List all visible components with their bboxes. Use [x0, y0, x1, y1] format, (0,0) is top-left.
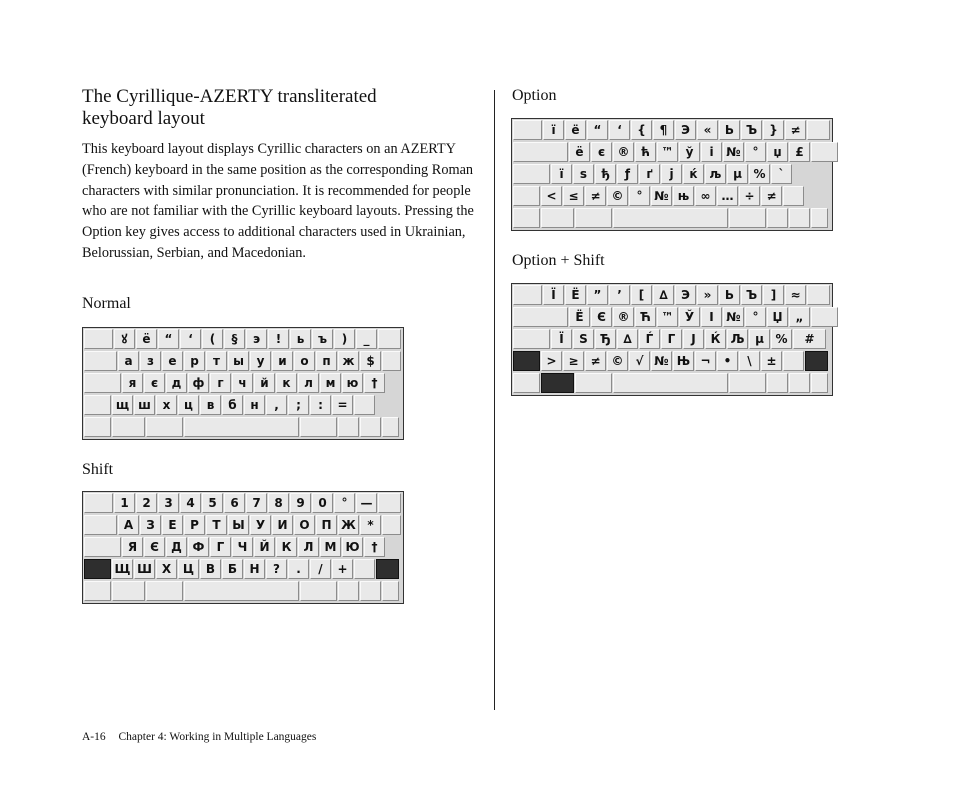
key-cap: 8	[268, 493, 289, 513]
key-blank	[338, 417, 359, 437]
key-cap: „	[789, 307, 810, 327]
key-cap: Ќ	[705, 329, 726, 349]
key-cap: ë	[565, 120, 586, 140]
key-cap: Ѕ	[573, 329, 594, 349]
key-cap: и	[272, 351, 293, 371]
key-blank	[513, 329, 550, 349]
key-cap: Ц	[178, 559, 199, 579]
key-cap: б	[222, 395, 243, 415]
key-blank	[300, 417, 337, 437]
key-cap: в	[200, 395, 221, 415]
key-cap: !	[268, 329, 289, 349]
key-cap: ®	[613, 307, 634, 327]
key-cap: ∆	[653, 285, 674, 305]
option-shift-layout-label: Option + Shift	[512, 252, 605, 269]
key-cap: Х	[156, 559, 177, 579]
key-blank	[382, 351, 401, 371]
key-cap: я	[122, 373, 143, 393]
key-cap: *	[360, 515, 381, 535]
key-blank	[360, 581, 381, 601]
key-cap: 3	[158, 493, 179, 513]
key-blank	[729, 373, 766, 393]
key-blank	[513, 120, 542, 140]
key-blank	[146, 417, 183, 437]
key-cap: ’	[609, 285, 630, 305]
key-blank	[811, 307, 838, 327]
key-cap: ≠	[785, 120, 806, 140]
key-cap: э	[246, 329, 267, 349]
key-cap: У	[250, 515, 271, 535]
description-paragraph: This keyboard layout displays Cyrillic characters on an AZERTY (French) keyboard in the same position as the corresponding Roman characters with similar pronunciation. It is recommended for people who are not familiar with the Cyrillic keyboard layouts. Pressing the Option key gives access to additional characters used in Ukrainian, Belorussian, Serbian, and Macedonian.	[82, 141, 474, 261]
key-cap: ™	[657, 307, 678, 327]
key-blank	[613, 373, 728, 393]
key-blank	[513, 373, 540, 393]
page-number: A-16	[82, 731, 106, 743]
key-cap: Ж	[338, 515, 359, 535]
key-cap: з	[140, 351, 161, 371]
key-blank	[184, 417, 299, 437]
key-cap: ÷	[739, 186, 760, 206]
key-blank	[84, 581, 111, 601]
key-cap: ±	[761, 351, 782, 371]
key-cap: њ	[673, 186, 694, 206]
key-cap: °	[629, 186, 650, 206]
key-cap: †	[364, 373, 385, 393]
key-blank	[382, 417, 399, 437]
key-blank	[767, 373, 788, 393]
key-cap: Ђ	[595, 329, 616, 349]
key-cap: «	[697, 120, 718, 140]
keyboard-normal	[82, 327, 404, 440]
key-cap: О	[294, 515, 315, 535]
key-cap: £	[789, 142, 810, 162]
key-cap: ў	[679, 142, 700, 162]
section-heading-line-2: keyboard layout	[82, 108, 205, 129]
key-blank	[378, 329, 401, 349]
key-cap: К	[276, 537, 297, 557]
key-cap: ≠	[585, 186, 606, 206]
key-blank	[783, 351, 804, 371]
key-cap: Ф	[188, 537, 209, 557]
key-cap: ш	[134, 395, 155, 415]
key-blank	[789, 373, 810, 393]
key-cap: ?	[266, 559, 287, 579]
key-cap: Ї	[543, 285, 564, 305]
key-cap: і	[701, 142, 722, 162]
key-cap: Њ	[673, 351, 694, 371]
key-cap: ∞	[695, 186, 716, 206]
key-cap: ґ	[639, 164, 660, 184]
key-cap: †	[364, 537, 385, 557]
key-cap: Ъ	[741, 285, 762, 305]
key-blank	[541, 208, 574, 228]
key-blank	[184, 581, 299, 601]
key-cap: ђ	[595, 164, 616, 184]
key-cap: 5	[202, 493, 223, 513]
key-blank	[513, 285, 542, 305]
key-cap: Ї	[551, 329, 572, 349]
key-cap: 2	[136, 493, 157, 513]
key-cap: Ы	[228, 515, 249, 535]
key-blank	[575, 208, 612, 228]
key-cap: х	[156, 395, 177, 415]
key-cap: ј	[661, 164, 682, 184]
key-cap: Д	[166, 537, 187, 557]
key-cap: щ	[112, 395, 133, 415]
key-cap: %	[771, 329, 792, 349]
key-cap: ≥	[563, 351, 584, 371]
key-cap: Л	[298, 537, 319, 557]
key-cap: +	[332, 559, 353, 579]
key-blank	[84, 329, 113, 349]
key-cap: Ј	[683, 329, 704, 349]
key-blank	[84, 417, 111, 437]
key-cap: г	[210, 373, 231, 393]
key-blank	[84, 493, 113, 513]
key-cap: е	[162, 351, 183, 371]
key-cap: √	[629, 351, 650, 371]
key-cap: >	[541, 351, 562, 371]
key-cap: ]	[763, 285, 784, 305]
key-blank	[513, 208, 540, 228]
key-cap: =	[332, 395, 353, 415]
key-blank	[807, 285, 830, 305]
key-cap: Б	[222, 559, 243, 579]
key-cap: Е	[162, 515, 183, 535]
key-cap: ё	[569, 142, 590, 162]
key-cap: ю	[342, 373, 363, 393]
key-blank	[807, 120, 830, 140]
keyboard-option-shift	[511, 283, 833, 396]
key-blank	[789, 208, 810, 228]
key-cap: —	[356, 493, 377, 513]
section-heading-line-1: The Cyrillique-AZERTY transliterated	[82, 86, 377, 107]
key-blank	[783, 186, 804, 206]
key-blank	[146, 581, 183, 601]
key-cap: ≠	[585, 351, 606, 371]
key-cap: л	[298, 373, 319, 393]
section-heading	[82, 86, 482, 130]
key-cap: •	[717, 351, 738, 371]
page-footer	[82, 731, 316, 743]
key-cap: ≠	[761, 186, 782, 206]
key-cap: Ь	[719, 285, 740, 305]
key-cap: #	[793, 329, 826, 349]
key-cap: Ъ	[741, 120, 762, 140]
key-cap: Џ	[767, 307, 788, 327]
key-cap: П	[316, 515, 337, 535]
key-cap: Р	[184, 515, 205, 535]
key-blank	[300, 581, 337, 601]
key-cap: ƒ	[617, 164, 638, 184]
key-blank	[382, 515, 401, 535]
key-cap: З	[140, 515, 161, 535]
key-cap: 4	[180, 493, 201, 513]
key-blank	[805, 351, 828, 371]
key-cap: Ю	[342, 537, 363, 557]
key-cap: Т	[206, 515, 227, 535]
key-blank	[513, 351, 540, 371]
key-cap: Щ	[112, 559, 133, 579]
key-blank	[513, 142, 568, 162]
key-cap: Є	[591, 307, 612, 327]
key-cap: №	[723, 142, 744, 162]
key-cap: Ѓ	[639, 329, 660, 349]
key-cap: ≈	[785, 285, 806, 305]
key-cap: т	[206, 351, 227, 371]
key-blank	[378, 493, 401, 513]
key-cap: р	[184, 351, 205, 371]
key-cap: ‘	[609, 120, 630, 140]
key-cap: ™	[657, 142, 678, 162]
key-cap: »	[697, 285, 718, 305]
column-divider	[494, 90, 495, 710]
key-cap: Љ	[727, 329, 748, 349]
key-cap: №	[651, 186, 672, 206]
key-cap: к	[276, 373, 297, 393]
key-cap: ∆	[617, 329, 638, 349]
key-cap: ¶	[653, 120, 674, 140]
key-cap: є	[144, 373, 165, 393]
key-cap: µ	[749, 329, 770, 349]
key-cap: )	[334, 329, 355, 349]
key-blank	[84, 515, 117, 535]
key-blank	[376, 559, 399, 579]
key-cap: <	[541, 186, 562, 206]
key-cap: І	[701, 307, 722, 327]
key-cap: {	[631, 120, 652, 140]
key-cap: ®	[613, 142, 634, 162]
key-cap: В	[200, 559, 221, 579]
key-cap: `	[771, 164, 792, 184]
key-cap: Ë	[565, 285, 586, 305]
key-cap: џ	[767, 142, 788, 162]
key-cap: §	[224, 329, 245, 349]
key-cap: ќ	[683, 164, 704, 184]
key-cap: ;	[288, 395, 309, 415]
key-cap: .	[288, 559, 309, 579]
key-cap: №	[651, 351, 672, 371]
key-cap: ї	[551, 164, 572, 184]
key-cap: а	[118, 351, 139, 371]
key-blank	[811, 142, 838, 162]
key-cap: °	[745, 307, 766, 327]
key-blank	[84, 559, 111, 579]
key-blank	[513, 307, 568, 327]
key-blank	[354, 559, 375, 579]
key-cap: ь	[290, 329, 311, 349]
key-cap: \	[739, 351, 760, 371]
key-cap: 6	[224, 493, 245, 513]
option-layout-label: Option	[512, 87, 557, 104]
key-cap: …	[717, 186, 738, 206]
key-blank	[541, 373, 574, 393]
key-cap: №	[723, 307, 744, 327]
keyboard-option	[511, 118, 833, 231]
key-blank	[84, 395, 111, 415]
key-cap: 9	[290, 493, 311, 513]
key-cap: ”	[587, 285, 608, 305]
key-blank	[360, 417, 381, 437]
key-cap: Й	[254, 537, 275, 557]
shift-layout-label: Shift	[82, 461, 114, 478]
key-cap: ё	[136, 329, 157, 349]
key-cap: ы	[228, 351, 249, 371]
key-blank	[513, 164, 550, 184]
key-cap: “	[587, 120, 608, 140]
key-cap: ꙋ	[114, 329, 135, 349]
keyboard-shift	[82, 491, 404, 604]
key-cap: Ь	[719, 120, 740, 140]
key-cap: ї	[543, 120, 564, 140]
key-cap: ¬	[695, 351, 716, 371]
key-blank	[84, 537, 121, 557]
key-blank	[811, 208, 828, 228]
key-cap: ж	[338, 351, 359, 371]
key-cap: 7	[246, 493, 267, 513]
key-cap: ‘	[180, 329, 201, 349]
normal-layout-label: Normal	[82, 295, 131, 312]
key-blank	[338, 581, 359, 601]
key-cap: (	[202, 329, 223, 349]
key-cap: ъ	[312, 329, 333, 349]
key-cap: ©	[607, 186, 628, 206]
key-cap: Ў	[679, 307, 700, 327]
key-cap: °	[334, 493, 355, 513]
key-cap: Н	[244, 559, 265, 579]
key-cap: 1	[114, 493, 135, 513]
key-cap: И	[272, 515, 293, 535]
key-cap: є	[591, 142, 612, 162]
key-cap: ћ	[635, 142, 656, 162]
key-cap: %	[749, 164, 770, 184]
key-cap: н	[244, 395, 265, 415]
key-blank	[84, 351, 117, 371]
key-cap: ,	[266, 395, 287, 415]
key-blank	[767, 208, 788, 228]
key-blank	[112, 581, 145, 601]
key-blank	[613, 208, 728, 228]
key-cap: $	[360, 351, 381, 371]
key-cap: Я	[122, 537, 143, 557]
key-blank	[513, 186, 540, 206]
key-blank	[811, 373, 828, 393]
key-blank	[575, 373, 612, 393]
key-cap: µ	[727, 164, 748, 184]
key-blank	[382, 581, 399, 601]
key-blank	[729, 208, 766, 228]
key-cap: /	[310, 559, 331, 579]
key-cap: ѕ	[573, 164, 594, 184]
key-blank	[84, 373, 121, 393]
key-cap: ч	[232, 373, 253, 393]
key-cap: 0	[312, 493, 333, 513]
key-cap: “	[158, 329, 179, 349]
key-cap: й	[254, 373, 275, 393]
key-cap: о	[294, 351, 315, 371]
key-blank	[354, 395, 375, 415]
key-cap: Ч	[232, 537, 253, 557]
key-cap: °	[745, 142, 766, 162]
key-cap: у	[250, 351, 271, 371]
key-cap: Э	[675, 285, 696, 305]
chapter-title: Chapter 4: Working in Multiple Languages	[118, 731, 317, 743]
key-cap: }	[763, 120, 784, 140]
key-cap: Ш	[134, 559, 155, 579]
key-cap: љ	[705, 164, 726, 184]
key-cap: Г	[210, 537, 231, 557]
key-cap: ≤	[563, 186, 584, 206]
key-blank	[112, 417, 145, 437]
key-cap: Ё	[569, 307, 590, 327]
key-cap: А	[118, 515, 139, 535]
key-cap: ф	[188, 373, 209, 393]
key-cap: Ћ	[635, 307, 656, 327]
key-cap: :	[310, 395, 331, 415]
key-cap: д	[166, 373, 187, 393]
key-cap: м	[320, 373, 341, 393]
key-cap: ц	[178, 395, 199, 415]
key-cap: М	[320, 537, 341, 557]
key-cap: _	[356, 329, 377, 349]
key-cap: [	[631, 285, 652, 305]
key-cap: Є	[144, 537, 165, 557]
key-cap: ©	[607, 351, 628, 371]
key-cap: Г	[661, 329, 682, 349]
key-cap: п	[316, 351, 337, 371]
key-cap: Э	[675, 120, 696, 140]
